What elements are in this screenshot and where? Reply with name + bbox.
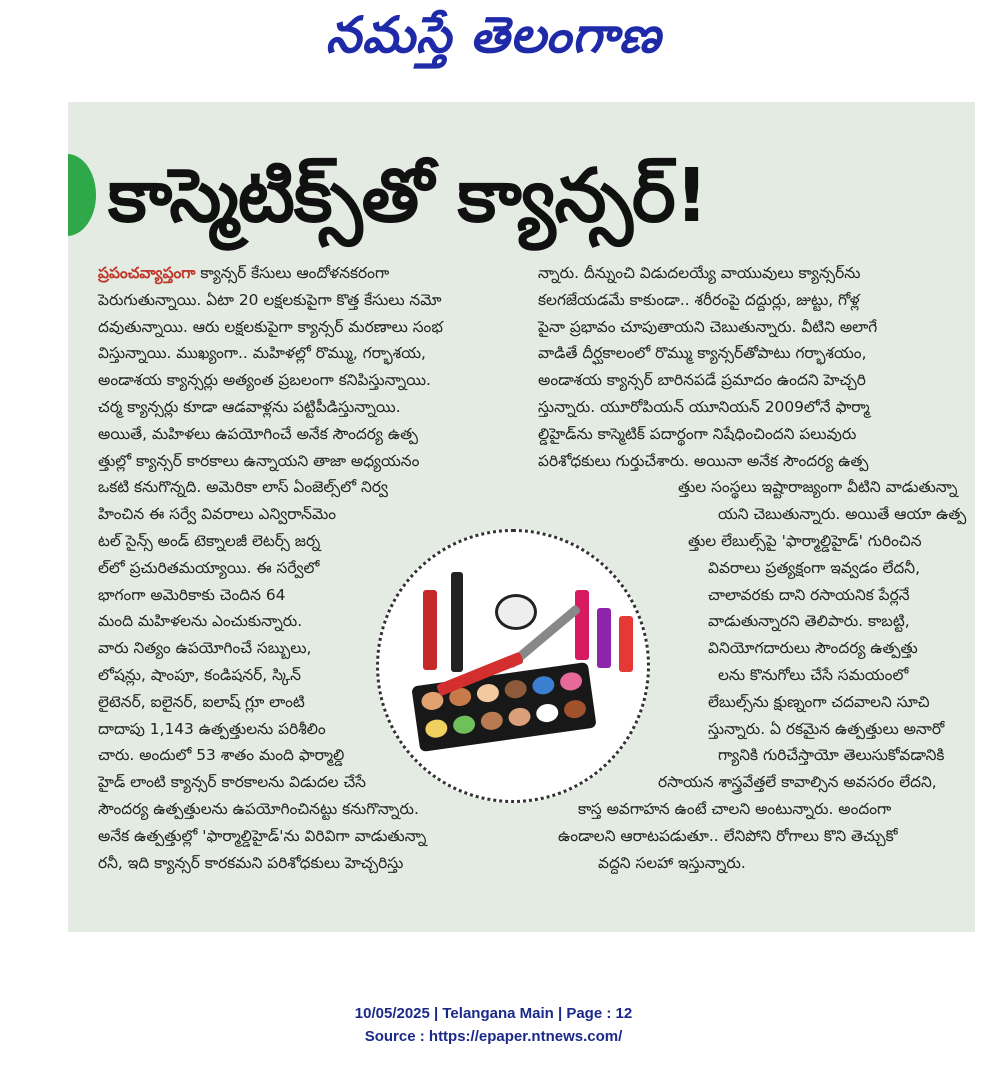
palette-pan [476, 683, 500, 704]
article-line-text: క్యాన్సర్ కేసులు ఆందోళనకరంగా [195, 264, 390, 282]
palette-pan [503, 679, 527, 700]
article-line: యని చెబుతున్నారు. అయితే ఆయా ఉత్ప [718, 505, 967, 524]
article-line: మంది మహిళలను ఎంచుకున్నారు. [98, 612, 303, 631]
article-line: ల్‌లో ప్రచురితమయ్యాయి. ఈ సర్వేలో [98, 558, 320, 577]
palette-pan [424, 718, 448, 739]
article-line: విస్తున్నాయి. ముఖ్యంగా.. మహిళల్లో రొమ్ము, గర్భాశయ, [98, 344, 426, 363]
lead-word: ప్రపంచవ్యాప్తంగా [98, 264, 196, 282]
article-line: గ్యానికి గురిచేస్తాయో తెలుసుకోవడానికి [718, 746, 945, 765]
article-line: పైనా ప్రభావం చూపుతాయని చెబుతున్నారు. వీటిని అలాగే [538, 317, 878, 336]
palette-pan [531, 675, 555, 696]
article-line: అండాశయ క్యాన్సర్ బారినపడే ప్రమాదం ఉందని హెచ్చరి [538, 371, 866, 390]
masthead-logo: నమస్తే తెలంగాణ [325, 6, 662, 64]
article-clipping [68, 102, 975, 932]
article-line: స్తున్నారు. ఏ రకమైన ఉత్పత్తులు అనారో [708, 719, 945, 738]
article-line: వాడుతున్నారని తెలిపారు. కాబట్టి, [708, 612, 910, 631]
article-line: సౌందర్య ఉత్పత్తులను ఉపయోగించినట్టు కనుగొన్నారు. [98, 799, 419, 818]
article-line: చారు. అందులో 53 శాతం మంది ఫార్మాల్డి [98, 746, 345, 765]
cosmetics-photo [376, 529, 650, 803]
article-line: కాస్త అవగాహన ఉంటే చాలని అంటున్నారు. అందంగా [578, 799, 892, 818]
article-line: లేబుల్స్‌ను క్షుణ్నంగా చదవాలని సూచి [708, 692, 930, 711]
article-line: చాలావరకు దాని రసాయనిక పేర్లనే [708, 585, 910, 604]
article-line: రసాయన శాస్త్రవేత్తలే కావాల్సిన అవసరం లేదని, [658, 773, 937, 792]
lipstick-3 [597, 608, 611, 668]
article-line: త్తుల్లో క్యాన్సర్ కారకాలు ఉన్నాయని తాజా అధ్యయనం [98, 451, 420, 470]
article-line: లైటెనర్, ఐలైనర్, ఐలాష్ గ్లూ లాంటి [98, 692, 305, 711]
article-line: అయితే, మహిళలు ఉపయోగించే అనేక సౌందర్య ఉత్ప [98, 424, 419, 443]
lipstick-4 [619, 616, 633, 672]
article-line: లను కొనుగోలు చేసే సమయంలో [718, 665, 909, 684]
article-line: దాదాపు 1,143 ఉత్పత్తులను పరిశీలిం [98, 719, 326, 738]
article-line: త్తుల లేబుల్స్‌పై 'ఫార్మాల్డిహైడ్' గురించిన [688, 531, 922, 550]
article-line: వారు నిత్యం ఉపయోగించే సబ్బులు, [98, 639, 312, 658]
article-line: చర్మ క్యాన్సర్లు కూడా ఆడవాళ్లను పట్టిపీడిస్తున్నాయి. [98, 397, 401, 416]
article-line: త్తుల సంస్థలు ఇష్టారాజ్యంగా వీటిని వాడుతున్నా [678, 478, 958, 497]
footer-source-line: Source : https://epaper.ntnews.com/ [364, 1028, 623, 1045]
article-line: ఒకటి కనుగొన్నది. అమెరికా లాస్ ఏంజెల్స్‌లో నిర్వ [98, 478, 388, 497]
palette-pan [507, 706, 531, 727]
palette-pan [452, 714, 476, 735]
article-headline: కాస్మెటిక్స్‌తో క్యాన్సర్! [108, 153, 708, 239]
article-line: వాడితే దీర్ఘకాలంలో రొమ్ము క్యాన్సర్‌తోపాటు గర్భాశయం, [538, 344, 867, 363]
eyeshadow-palette [411, 662, 596, 752]
article-line: అనేక ఉత్పత్తుల్లో 'ఫార్మాల్డిహైడ్'ను విరివిగా వాడుతున్నా [98, 826, 427, 845]
article-line: హించిన ఈ సర్వే వివరాలు ఎన్విరాన్‌మెం [98, 505, 337, 524]
palette-pan [480, 710, 504, 731]
footer-date-line: 10/05/2025 | Telangana Main | Page : 12 [354, 1005, 633, 1022]
lipstick-1 [423, 590, 437, 670]
palette-pan [535, 703, 559, 724]
lipstick-2 [575, 590, 589, 660]
article-line [98, 260, 516, 287]
article-line: వినియోగదారులు సౌందర్య ఉత్పత్తు [708, 639, 918, 658]
article-line: పెరుగుతున్నాయి. ఏటా 20 లక్షలకుపైగా కొత్త కేసులు నమో [98, 290, 442, 309]
article-line: లోషన్లు, షాంపూ, కండిషనర్, స్కిన్ [98, 665, 301, 684]
article-line: భాగంగా అమెరికాకు చెందిన 64 [98, 585, 286, 604]
article-line: అండాశయ క్యాన్సర్లు అత్యంత ప్రబలంగా కనిపిస్తున్నాయి. [98, 371, 431, 390]
article-line: టల్ సైన్స్ అండ్ టెక్నాలజీ లెటర్స్ జర్న [98, 531, 321, 550]
article-line: ఉండాలని ఆరాటపడుతూ.. లేనిపోని రోగాలు కొని తెచ్చుకో [558, 826, 898, 845]
article-line: న్నారు. దీన్నుంచి విడుదలయ్యే వాయువులు క్యాన్సర్‌ను [538, 264, 861, 282]
article-line: వివరాలు ప్రత్యక్షంగా ఇవ్వడం లేదనీ, [708, 558, 920, 577]
article-line: రనీ, ఇది క్యాన్సర్ కారకమని పరిశోధకులు హెచ్చరిస్తు [98, 853, 404, 872]
article-line: దవుతున్నాయి. ఆరు లక్షలకుపైగా క్యాన్సర్ మరణాలు సంభ [98, 317, 443, 336]
palette-pan [563, 699, 587, 720]
article-line: పరిశోధకులు గుర్తుచేశారు. అయినా అనేక సౌందర్య ఉత్ప [538, 451, 869, 470]
article-line: స్తున్నారు. యూరోపియన్ యూనియన్ 2009లోనే ఫార్మా [538, 397, 870, 416]
article-line: హైడ్ లాంటి క్యాన్సర్ కారకాలను విడుదల చేసే [98, 773, 366, 792]
jar [495, 594, 537, 630]
palette-pan [559, 671, 583, 692]
section-marker [68, 154, 96, 236]
mascara [451, 572, 463, 672]
article-line: కలగజేయడమే కాకుండా.. శరీరంపై దద్దుర్లు, జుట్టు, గోళ్ల [538, 290, 860, 309]
article-line: వద్దని సలహా ఇస్తున్నారు. [598, 853, 746, 872]
article-line: ల్డిహైడ్‌ను కాస్మెటిక్ పదార్థంగా నిషేధించిందని పలువురు [538, 424, 857, 443]
